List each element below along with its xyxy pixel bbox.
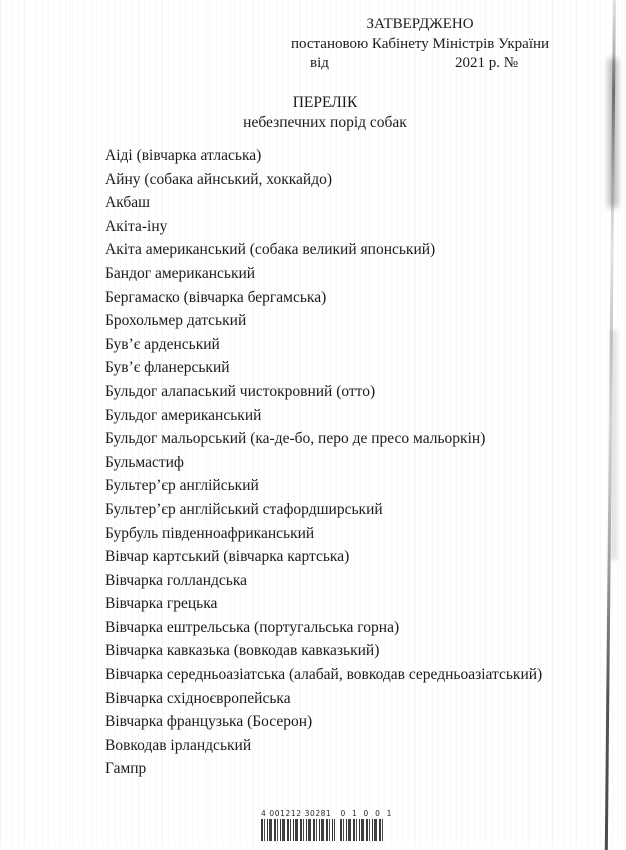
approval-date-suffix: 2021 р. № xyxy=(454,55,518,71)
approval-block xyxy=(291,15,550,74)
barcode-addon-bars-icon xyxy=(340,819,385,841)
breed-list-item: Акіта-іну xyxy=(105,217,168,235)
breed-list-item: Бульдог мальорський (ка-де-бо, перо де пресо мальоркін) xyxy=(105,430,486,448)
breed-list-item: Бультер’єр англійський xyxy=(105,477,259,495)
breed-list-item: Бульмастиф xyxy=(105,453,184,471)
breed-list-item: Акбаш xyxy=(105,194,151,212)
breed-list-item: Гампр xyxy=(105,760,147,778)
breed-list-item: Вівчар картський (вівчарка картська) xyxy=(105,548,350,566)
breed-list-item: Брохольмер датський xyxy=(105,312,247,330)
page-subtitle: небезпечних порід собак xyxy=(243,113,407,131)
barcode xyxy=(261,809,394,841)
breed-list-item: Вівчарка середньоазіатська (алабай, вовкодав середньоазіатський) xyxy=(105,666,543,684)
breed-list-item: Бультер’єр англійський стафордширський xyxy=(105,500,383,518)
barcode-bars xyxy=(261,819,391,841)
breed-list-item: Вівчарка східноєвропейська xyxy=(105,689,291,707)
breed-list-item: Вівчарка голландська xyxy=(105,571,248,589)
title-block xyxy=(105,93,545,132)
breed-list-item: Бергамаско (вівчарка бергамська) xyxy=(105,288,327,306)
breed-list-item: Був’є арденський xyxy=(105,335,220,353)
page-title: ПЕРЕЛІК xyxy=(292,94,358,111)
approval-date-prefix: від xyxy=(310,55,329,71)
breed-list-item: Бандог американський xyxy=(105,264,256,282)
breed-list-item: Вівчарка кавказька (вовкодав кавказький) xyxy=(105,642,380,660)
breed-list-item: Вівчарка французька (Босерон) xyxy=(105,713,313,731)
breed-list xyxy=(105,144,605,781)
barcode-addon-digits: 0 1 0 0 1 xyxy=(340,809,394,818)
approval-date-line xyxy=(291,54,539,74)
breed-list-item: Бурбуль південноафриканський xyxy=(105,524,315,542)
breed-list-item: Вівчарка грецька xyxy=(105,595,218,613)
breed-list-item: Бульдог алапаський чистокровний (отто) xyxy=(105,382,376,400)
breed-list-item: Акіта американський (собака великий японський) xyxy=(105,241,436,259)
breed-list-item: Був’є фланерський xyxy=(105,359,230,377)
barcode-digits xyxy=(261,809,394,818)
breed-list-item: Айну (собака айнський, хоккайдо) xyxy=(105,170,333,188)
barcode-main-bars-icon xyxy=(261,819,335,841)
breed-list-item: Вівчарка ештрельська (португальська горна) xyxy=(105,618,400,636)
breed-list-item: Аіді (вівчарка атласька) xyxy=(105,147,262,164)
barcode-main-digits: 4 001212 30281 xyxy=(261,809,332,818)
breed-list-item: Бульдог американський xyxy=(105,406,262,424)
approval-stamp: ЗАТВЕРДЖЕНО xyxy=(366,16,474,32)
approval-authority: постановою Кабінету Міністрів України xyxy=(291,35,550,52)
breed-list-item: Вовкодав ірландський xyxy=(105,736,252,754)
